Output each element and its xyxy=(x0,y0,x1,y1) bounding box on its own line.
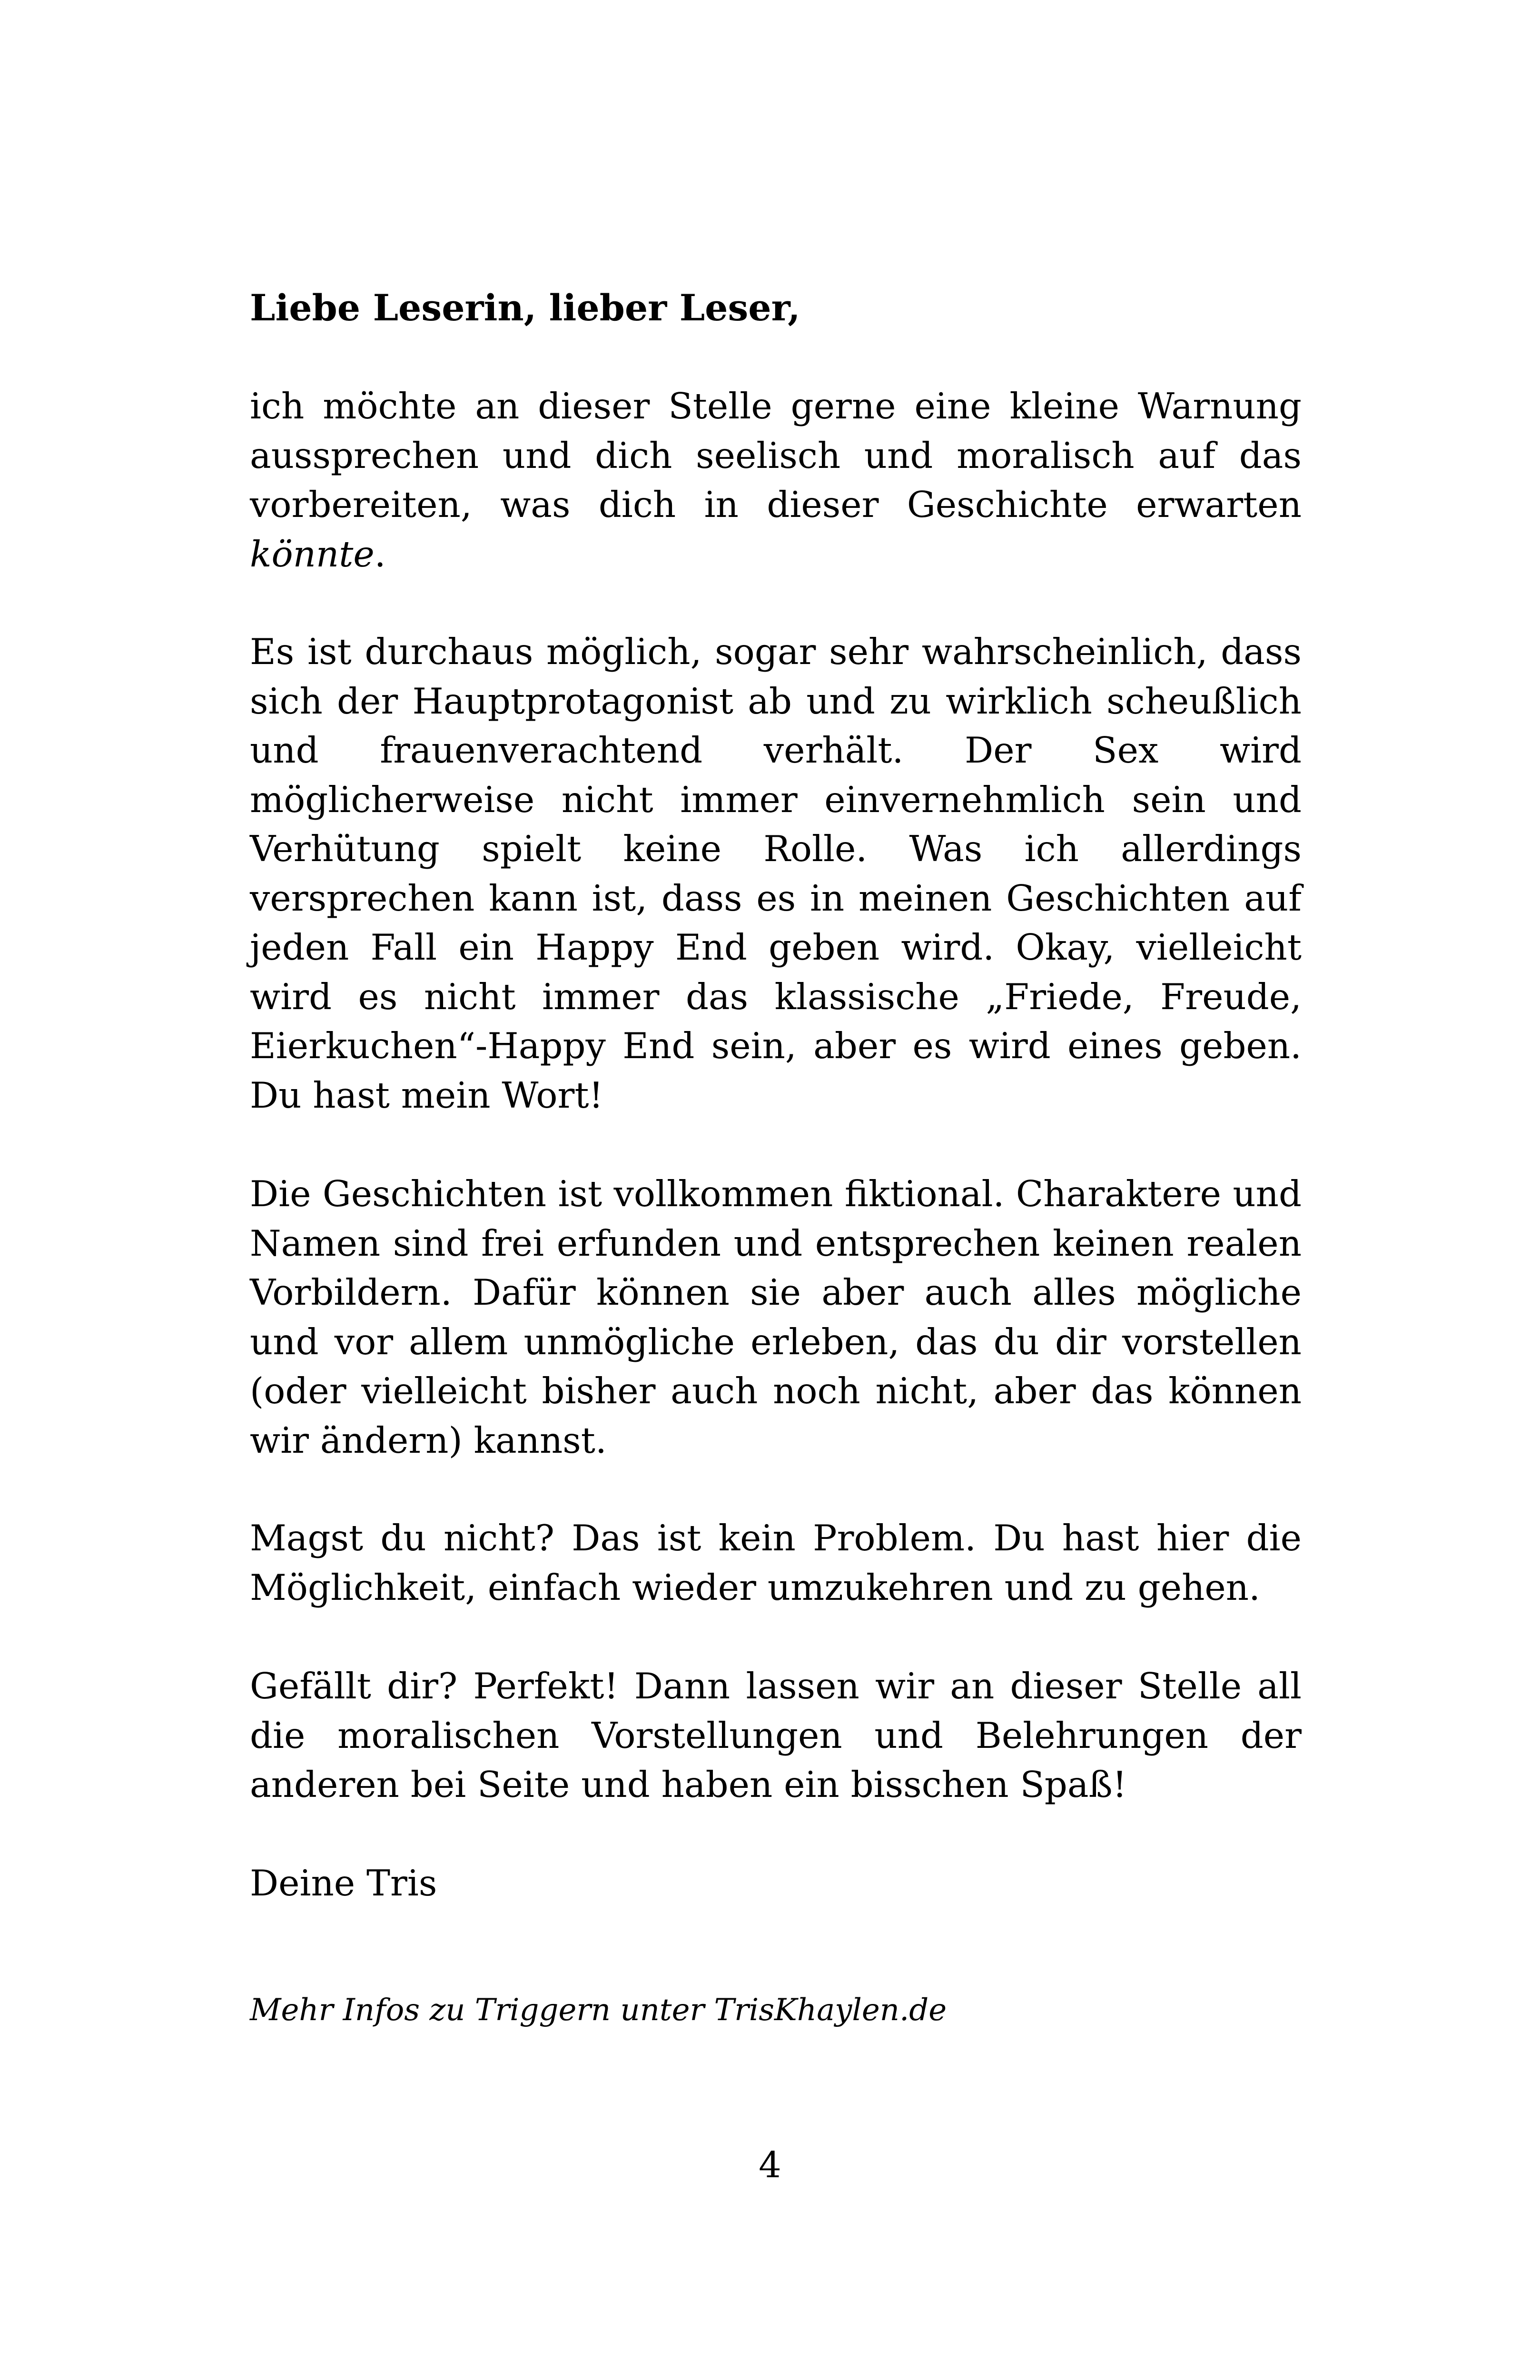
paragraph-warning-intro xyxy=(250,382,1302,579)
trigger-info-note: Mehr Infos zu Triggern unter TrisKhaylen.de xyxy=(250,1993,947,2028)
paragraph-opt-out: Magst du nicht? Das ist kein Problem. Du hast hier die Möglichkeit, einfach wieder umzukehren und zu gehen. xyxy=(250,1517,1302,1608)
emphasis-koennte: könnte xyxy=(250,533,375,575)
paragraph-fiction-disclaimer: Die Geschichten ist vollkommen fiktional. Charaktere und Namen sind frei erfunden und entsprechen keinen realen Vorbildern. Dafür können sie aber auch alles mögliche und vor allem unmögliche erleben, das du dir vorstellen (oder vielleicht bisher auch noch nicht, aber das können wir ändern) kannst. xyxy=(250,1173,1302,1461)
paragraph-warning-intro-end: . xyxy=(374,533,386,575)
paragraph-content-warning: Es ist durchaus möglich, sogar sehr wahrscheinlich, dass sich der Hauptprotagonist ab und zu wirklich scheußlich und frauenverachtend verhält. Der Sex wird möglicherweise nicht immer einvernehmlich sein und Verhütung spielt keine Rolle. Was ich allerdings versprechen kann ist, dass es in meinen Geschichten auf jeden Fall ein Happy End geben wird. Okay, vielleicht wird es nicht immer das klassische „Friede, Freude, Eierkuchen“-Happy End sein, aber es wird eines geben. Du hast mein Wort! xyxy=(250,631,1302,1116)
paragraph-warning-intro-text: ich möchte an dieser Stelle gerne eine kleine Warnung aussprechen und dich seelisch und moralisch auf das vorbereiten, was dich in dieser Geschichte erwarten xyxy=(250,385,1302,526)
paragraph-opt-in: Gefällt dir? Perfekt! Dann lassen wir an dieser Stelle all die moralischen Vorstellungen und Belehrungen der anderen bei Seite und haben ein bisschen Spaß! xyxy=(250,1665,1302,1805)
signoff: Deine Tris xyxy=(250,1862,437,1904)
salutation-heading: Liebe Leserin, lieber Leser, xyxy=(250,287,800,329)
page-number: 4 xyxy=(759,2144,781,2186)
